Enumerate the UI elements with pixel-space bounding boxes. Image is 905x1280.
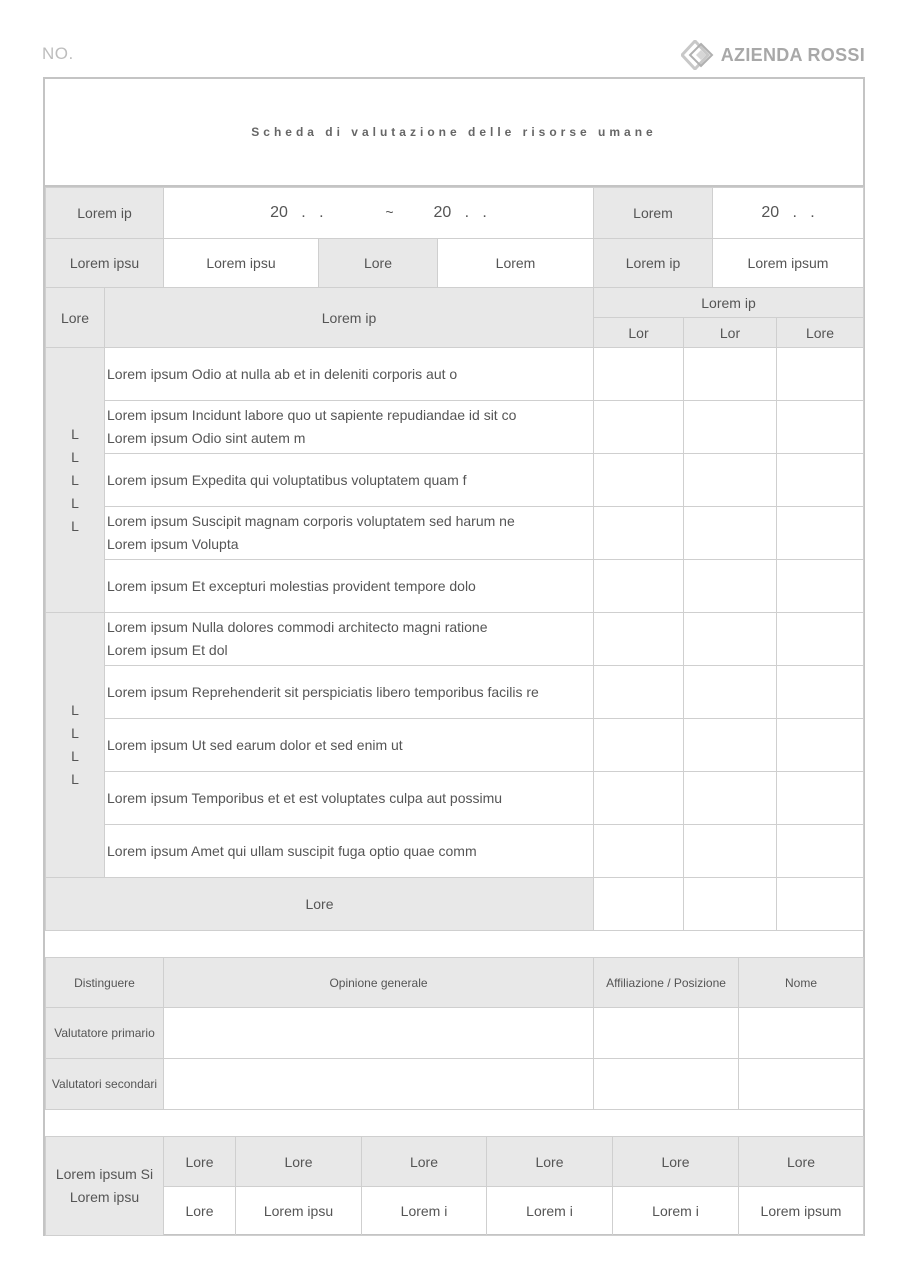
- criterion-line: Lorem ipsum Volupta: [107, 536, 239, 552]
- section-1-letter: L: [71, 471, 79, 488]
- score-cell[interactable]: [777, 507, 864, 560]
- period-start: 20 . .: [270, 204, 324, 221]
- primary-opinion-field[interactable]: [164, 1008, 594, 1059]
- summary-label-line: Lorem ipsum Si: [55, 1166, 154, 1182]
- category-header: Lore: [46, 288, 105, 348]
- date-field[interactable]: [713, 188, 864, 239]
- table-row: [46, 719, 864, 772]
- affiliation-header: Affiliazione / Posizione: [594, 958, 739, 1008]
- total-score-cell[interactable]: [594, 878, 684, 931]
- score-cell[interactable]: [594, 613, 684, 666]
- period-end: 20 . .: [433, 204, 487, 221]
- summary-label-line: Lorem ipsu: [69, 1189, 140, 1205]
- score-cell[interactable]: [684, 772, 777, 825]
- spacer-row: [46, 931, 864, 958]
- section-1-label: [46, 348, 105, 613]
- score-cell[interactable]: [594, 666, 684, 719]
- info-label-2: Lore: [319, 239, 438, 288]
- info-value-3[interactable]: Lorem ipsum: [713, 239, 864, 288]
- total-label: Lore: [46, 878, 594, 931]
- items-header: Lorem ip: [105, 288, 594, 348]
- table-row: [46, 507, 864, 560]
- summary-header-cell: Lore: [164, 1137, 236, 1187]
- score-cell[interactable]: [684, 666, 777, 719]
- info-table: [45, 187, 864, 288]
- criterion-line: Lorem ipsum Reprehenderit sit perspiciatis libero temporibus facilis re: [107, 683, 539, 700]
- total-score-cell[interactable]: [684, 878, 777, 931]
- name-header: Nome: [739, 958, 864, 1008]
- criterion-line: Lorem ipsum Amet qui ullam suscipit fuga optio quae comm: [107, 842, 477, 859]
- section-1-letter: L: [71, 517, 79, 534]
- secondary-evaluator-row: [46, 1059, 864, 1110]
- primary-evaluator-label: Valutatore primario: [46, 1008, 164, 1059]
- info-label-3: Lorem ip: [594, 239, 713, 288]
- secondary-opinion-field[interactable]: [164, 1059, 594, 1110]
- criterion-text: [105, 560, 594, 613]
- criterion-text: [105, 666, 594, 719]
- criterion-line: Lorem ipsum Expedita qui voluptatibus voluptatem quam f: [107, 471, 467, 488]
- table-row: [46, 772, 864, 825]
- score-cell[interactable]: [594, 825, 684, 878]
- score-cell[interactable]: [684, 613, 777, 666]
- info-row-period: [46, 188, 864, 239]
- summary-table: [45, 1136, 864, 1236]
- summary-header-cell: Lore: [487, 1137, 613, 1187]
- document-number-label: NO.: [42, 44, 74, 63]
- section-2-letter: L: [71, 702, 79, 718]
- score-cell[interactable]: [684, 348, 777, 401]
- table-row: [46, 454, 864, 507]
- evaluation-form: [43, 77, 865, 1236]
- secondary-evaluator-label: Valutatori secondari: [46, 1059, 164, 1110]
- criterion-text: [105, 454, 594, 507]
- section-1-letter: L: [71, 448, 79, 465]
- primary-affiliation-field[interactable]: [594, 1008, 739, 1059]
- score-cell[interactable]: [594, 348, 684, 401]
- score-cell[interactable]: [777, 825, 864, 878]
- score-cell[interactable]: [684, 719, 777, 772]
- date-value: 20 . .: [761, 204, 815, 221]
- distinguish-header: Distinguere: [46, 958, 164, 1008]
- summary-bottom-row: [46, 1187, 864, 1236]
- table-row: [46, 401, 864, 454]
- criterion-line: Lorem ipsum Ut sed earum dolor et sed enim ut: [107, 736, 403, 753]
- score-cell[interactable]: [777, 666, 864, 719]
- criterion-line: Lorem ipsum Odio sint autem m: [107, 430, 306, 446]
- criterion-line: Lorem ipsum Suscipit magnam corporis voluptatem sed harum ne: [107, 513, 515, 529]
- score-col-header: Lore: [777, 318, 864, 348]
- summary-value-cell[interactable]: Lorem i: [362, 1187, 487, 1236]
- score-cell[interactable]: [684, 401, 777, 454]
- section-1-letter: L: [71, 494, 79, 511]
- score-cell[interactable]: [777, 772, 864, 825]
- summary-header-cell: Lore: [236, 1137, 362, 1187]
- info-label-1: Lorem ipsu: [46, 239, 164, 288]
- criterion-line: Lorem ipsum Odio at nulla ab et in deleniti corporis aut o: [107, 365, 458, 382]
- period-field[interactable]: [164, 188, 594, 239]
- form-title: Scheda di valutazione delle risorse umane: [251, 125, 657, 139]
- primary-evaluator-row: [46, 1008, 864, 1059]
- score-cell[interactable]: [594, 560, 684, 613]
- criterion-text: [105, 772, 594, 825]
- evaluators-header-row: [46, 958, 864, 1008]
- criterion-line: Lorem ipsum Et dol: [107, 642, 228, 658]
- summary-top-row: [46, 1137, 864, 1187]
- criterion-line: Lorem ipsum Nulla dolores commodi architecto magni ratione: [107, 619, 488, 635]
- evaluation-table: [45, 287, 864, 958]
- score-cell[interactable]: [777, 401, 864, 454]
- criterion-text: [105, 348, 594, 401]
- spacer: [46, 1110, 864, 1137]
- score-cell[interactable]: [684, 825, 777, 878]
- criterion-text: [105, 719, 594, 772]
- secondary-affiliation-field[interactable]: [594, 1059, 739, 1110]
- company-logo: [681, 40, 865, 70]
- info-value-1[interactable]: Lorem ipsu: [164, 239, 319, 288]
- criterion-line: Lorem ipsum Incidunt labore quo ut sapiente repudiandae id sit co: [107, 407, 517, 423]
- title-box: [45, 79, 863, 187]
- date-label: Lorem: [594, 188, 713, 239]
- criterion-text: [105, 401, 594, 454]
- criterion-text: [105, 825, 594, 878]
- summary-header-cell: Lore: [739, 1137, 864, 1187]
- spacer: [46, 931, 864, 958]
- score-col-header: Lor: [594, 318, 684, 348]
- eval-header-row: [46, 288, 864, 318]
- score-cell[interactable]: [594, 719, 684, 772]
- period-label: Lorem ip: [46, 188, 164, 239]
- summary-header-cell: Lore: [362, 1137, 487, 1187]
- score-cell[interactable]: [594, 507, 684, 560]
- score-cell[interactable]: [777, 613, 864, 666]
- section-1-letter: L: [71, 425, 79, 442]
- criterion-text: [105, 507, 594, 560]
- company-name: AZIENDA ROSSI: [720, 44, 865, 65]
- table-row: [46, 666, 864, 719]
- summary-label: [46, 1137, 164, 1236]
- score-cell[interactable]: [684, 507, 777, 560]
- spacer-row: [46, 1110, 864, 1137]
- section-2-letter: L: [71, 771, 79, 787]
- section-2-label: [46, 613, 105, 878]
- total-score-cell[interactable]: [777, 878, 864, 931]
- table-row: [46, 348, 864, 401]
- evaluators-table: [45, 957, 864, 1137]
- score-cell[interactable]: [777, 454, 864, 507]
- table-row: [46, 560, 864, 613]
- secondary-name-field[interactable]: [739, 1059, 864, 1110]
- section-2-letter: L: [71, 748, 79, 764]
- criterion-line: Lorem ipsum Et excepturi molestias provident tempore dolo: [107, 577, 476, 594]
- score-cell[interactable]: [777, 560, 864, 613]
- period-separator: ~: [385, 204, 394, 220]
- score-cell[interactable]: [777, 719, 864, 772]
- table-row: [46, 825, 864, 878]
- criterion-text: [105, 613, 594, 666]
- criterion-line: Lorem ipsum Temporibus et et est voluptates culpa aut possimu: [107, 789, 503, 806]
- info-value-2[interactable]: Lorem: [438, 239, 594, 288]
- summary-value-cell[interactable]: Lorem ipsu: [236, 1187, 362, 1236]
- summary-value-cell[interactable]: Lorem ipsum: [739, 1187, 864, 1236]
- summary-value-cell[interactable]: Lore: [164, 1187, 236, 1236]
- primary-name-field[interactable]: [739, 1008, 864, 1059]
- score-cell[interactable]: [594, 772, 684, 825]
- score-cell[interactable]: [684, 560, 777, 613]
- info-row-details: [46, 239, 864, 288]
- opinion-header: Opinione generale: [164, 958, 594, 1008]
- section-2-letter: L: [71, 725, 79, 741]
- summary-header-cell: Lore: [613, 1137, 739, 1187]
- diamond-logo-icon: [681, 40, 715, 70]
- score-col-header: Lor: [684, 318, 777, 348]
- summary-value-cell[interactable]: Lorem i: [487, 1187, 613, 1236]
- score-cell[interactable]: [684, 454, 777, 507]
- table-row: [46, 613, 864, 666]
- summary-value-cell[interactable]: Lorem i: [613, 1187, 739, 1236]
- score-cell[interactable]: [594, 454, 684, 507]
- total-row: [46, 878, 864, 931]
- score-cell[interactable]: [594, 401, 684, 454]
- score-group-header: Lorem ip: [594, 288, 864, 318]
- score-cell[interactable]: [777, 348, 864, 401]
